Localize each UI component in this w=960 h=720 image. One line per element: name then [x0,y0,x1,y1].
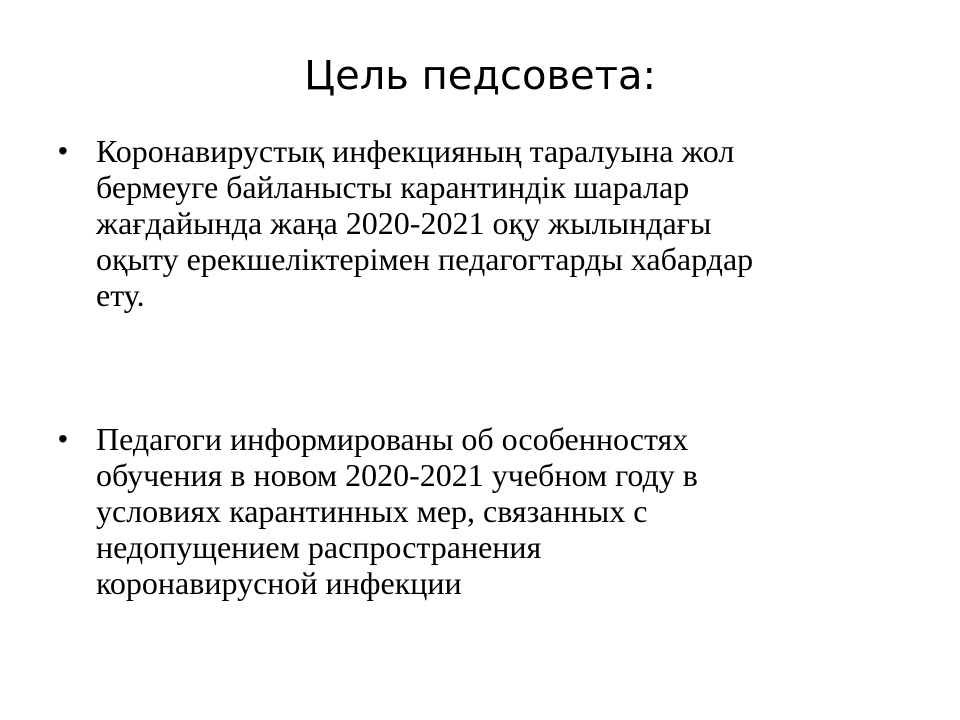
bullet-list [58,133,918,601]
bullet-line: оқыту ерекшеліктерімен педагогтарды хабардар [96,241,754,277]
bullet-icon: • [58,423,68,454]
bullet-line: Коронавирустық инфекцияның таралуына жол [96,133,735,169]
bullet-line: недопущением распространения [96,529,542,565]
bullet-line: жағдайында жаңа 2020-2021 оқу жылындағы [96,205,712,241]
bullet-line: коронавирусной инфекции [96,565,462,601]
bullet-line: Педагоги информированы об особенностях [96,421,689,457]
bullet-item-russian [58,421,918,601]
slide-title: Цель педсовета: [304,53,656,99]
bullet-item-kazakh [58,133,918,313]
bullet-icon: • [58,135,68,166]
bullet-line: ету. [96,277,145,313]
bullet-line: бермеуге байланысты карантиндік шаралар [96,169,690,205]
bullet-line: обучения в новом 2020-2021 учебном году в [96,457,698,493]
bullet-line: условиях карантинных мер, связанных с [96,493,648,529]
